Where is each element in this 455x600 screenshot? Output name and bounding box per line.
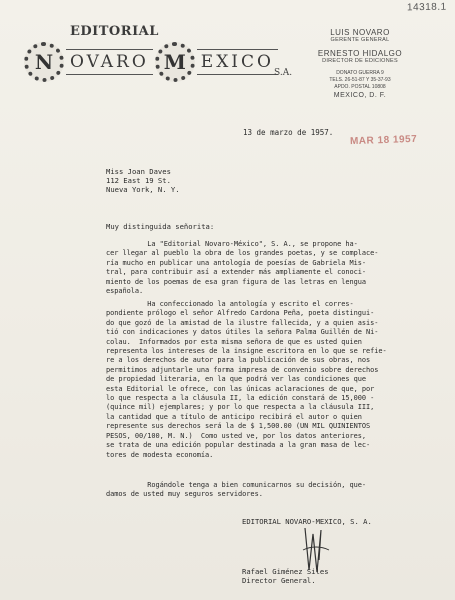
director-name: ERNESTO HIDALGO bbox=[317, 49, 403, 58]
director-role: DIRECTOR DE EDICIONES bbox=[322, 58, 398, 64]
city-line: MEXICO, D. F. bbox=[333, 92, 387, 99]
logo-word-right: EXICO bbox=[197, 49, 278, 75]
logo-suffix: S.A. bbox=[274, 68, 293, 78]
letterhead-contacts bbox=[300, 28, 420, 99]
letter-date: 13 de marzo de 1957. bbox=[243, 128, 334, 137]
gear-icon: N bbox=[24, 42, 64, 82]
manager-name: LUIS NOVARO bbox=[330, 28, 390, 37]
gear-icon: M bbox=[155, 42, 195, 82]
salutation: Muy distinguida señorita: bbox=[106, 222, 215, 231]
signer-name: Rafael Giménez Siles bbox=[242, 567, 329, 576]
logo-top-text: EDITORIAL bbox=[70, 24, 159, 39]
received-stamp: MAR 18 1957 bbox=[349, 133, 418, 148]
paragraph-2: Ha confeccionado la antología y escrito el corres- pondiente prólogo el señor Alfredo Cardona Peña, poeta distingui- do que gozó de la amistad de la ilustre fallecida, y a quien asis- tió con indicaciones y datos útiles la señora Palma Guillén de Ni- colau. Informados por esta misma señora de que es usted quien representa los intereses de la insigne escritora en lo que se refie- re a los derechos de autor para la publicación de sus obras, nos permitimos adjuntarle una forma impresa de convenio sobre derechos de propiedad literaria, en la que podrá ver las condiciones que esta Editorial le ofrece, con las únicas aclaraciones de que, por lo que respecta a la cláusula II, la edición constará de 15,000 - (quince mil) ejemplares; y por lo que respecta a la cláusula III, la cantidad que a título de anticipo recibirá el autor o quien represente sus derechos será la de $ 1,500.00 (UN MIL QUINIENTOS PESOS, 00/100, M. N.) Como usted ve, por los datos anteriores, se trata de una edición popular destinada a la gran masa de lec- tores de modesta economía. bbox=[106, 300, 387, 459]
phone-line: TELS. 26-51-87 Y 35-37-93 bbox=[329, 77, 391, 83]
signoff-company: EDITORIAL NOVARO-MEXICO, S. A. bbox=[242, 517, 372, 526]
manager-role: GERENTE GENERAL bbox=[330, 37, 390, 43]
paragraph-3: Rogándole tenga a bien comunicarnos su decisión, que- damos de usted muy seguros servidores. bbox=[106, 481, 366, 499]
addressee-street: 112 East 19 St. bbox=[106, 176, 171, 185]
addressee-block bbox=[106, 167, 180, 194]
signer-block bbox=[242, 567, 329, 585]
address-line: DONATO GUERRA 9 bbox=[336, 70, 384, 76]
publisher-logo bbox=[24, 20, 304, 86]
archive-number: 14318.1 bbox=[407, 1, 448, 14]
logo-word-left: OVARO bbox=[66, 49, 153, 75]
po-box-line: APDO. POSTAL 10808 bbox=[334, 84, 386, 90]
addressee-city: Nueva York, N. Y. bbox=[106, 185, 180, 194]
signer-title: Director General. bbox=[242, 576, 316, 585]
addressee-name: Miss Joan Daves bbox=[106, 167, 171, 176]
paragraph-1: La "Editorial Novaro-México", S. A., se propone ha- cer llegar al pueblo la obra de los grandes poetas, y se complace- ría mucho en publicar una antología de poesías de Gabriela Mis- tral, para contribuir así a extender más ampliamente el conoci- miento de los poemas de esa gran figura de las letras en lengua española. bbox=[106, 240, 379, 296]
